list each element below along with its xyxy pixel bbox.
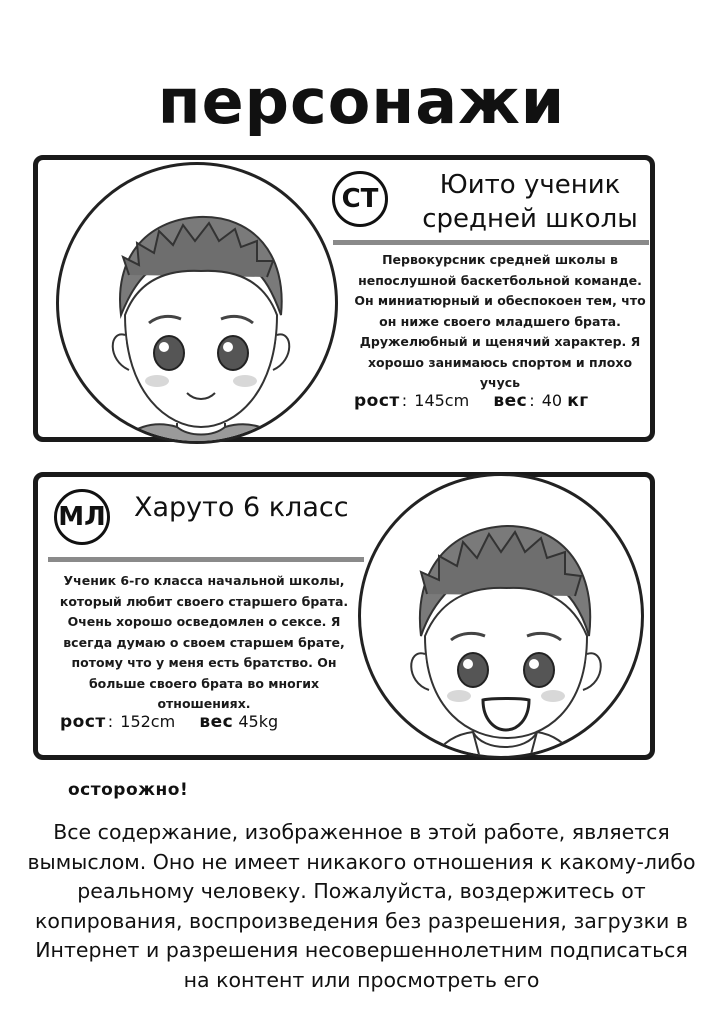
- character-card-yuito: [33, 155, 655, 442]
- name-line-2: средней школы: [422, 204, 638, 234]
- divider-rule: [333, 240, 649, 245]
- character-name: [410, 168, 650, 236]
- divider-rule: [48, 557, 364, 562]
- character-description: Ученик 6-го класса начальной школы, который любит своего старшего брата. Очень хорошо осведомлен о сексе. Я всегда думаю о своем старшем брате, потому что у меня есть братство. Он больше своего брата во многих отношениях.: [59, 573, 349, 711]
- weight-value: 45kg: [238, 712, 279, 731]
- character-name: Харуто 6 класс: [134, 492, 349, 523]
- boy-portrait-drawing: [361, 476, 644, 759]
- height-value: 145cm: [414, 391, 470, 410]
- portrait-illustration: [358, 473, 644, 759]
- warning-title: осторожно!: [68, 780, 189, 800]
- warning-text: Все содержание, изображенное в этой работе, является вымыслом. Оно не имеет никакого отношения к какому-либо реальному человеку. Пожалуйста, воздержитесь от копирования, воспроизведения без разрешения, загрузки в Интернет и разрешения несовершеннолетним подписаться на контент или просмотреть его: [27, 820, 696, 992]
- portrait-illustration: [56, 162, 338, 444]
- height-label: рост: [354, 391, 400, 411]
- character-card-haruto: [33, 472, 655, 760]
- height-label: рост: [60, 712, 106, 732]
- character-stats: рост : 152cm вес 45kg: [60, 712, 279, 732]
- badge-st: СТ: [332, 171, 388, 227]
- character-description: Первокурсник средней школы в непослушной баскетбольной команде. Он миниатюрный и обеспокоен тем, что он ниже своего младшего брата. Дружелюбный и щенячий характер. Я хорошо занимаюсь спортом и плохо учусь: [354, 252, 646, 390]
- character-stats: рост : 145cm вес : 40 кг: [354, 391, 589, 411]
- weight-unit: кг: [567, 391, 589, 411]
- weight-label: вес: [199, 712, 234, 732]
- height-value: 152cm: [120, 712, 176, 731]
- weight-label: вес: [493, 391, 528, 411]
- weight-value: 40: [541, 391, 563, 410]
- badge-ml: МЛ: [54, 489, 110, 545]
- name-line-1: Юито ученик: [439, 170, 621, 200]
- boy-portrait-drawing: [59, 165, 338, 444]
- page-title: персонажи: [157, 65, 566, 138]
